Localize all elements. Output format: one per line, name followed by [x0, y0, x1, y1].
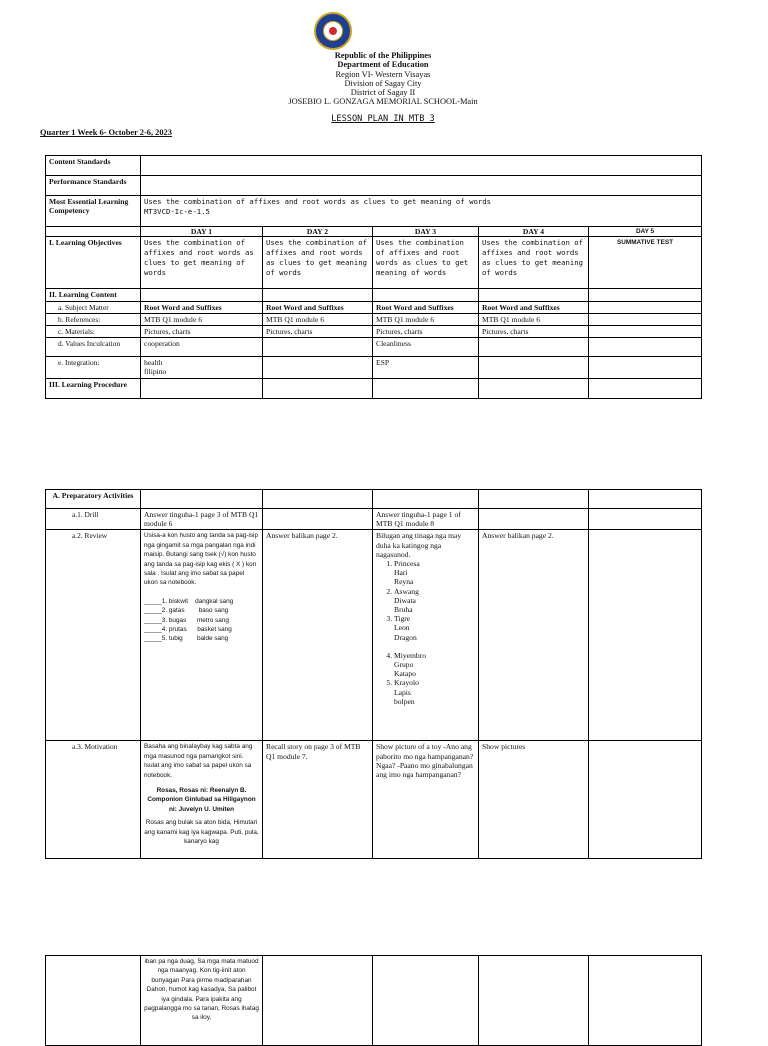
- review-day4: Answer balikan page 2.: [479, 530, 589, 741]
- motivation-day1-instructions: Basaha ang binalaybay kag sabta ang mga masunod nga pamangkot sini. Isulat ang imo sabat sa papel ukon sa notebook.: [144, 743, 253, 779]
- subject-day3: Root Word and Suffixes: [373, 301, 479, 313]
- materials-day2: Pictures, charts: [263, 326, 373, 338]
- poem-continuation: iban pa nga duag, Sa mga mata matuod nga maanyag. Kon tig-iinit aton bunyagan Para pirme madiparahan Dahon, humot kag kasadya, Sa palibot iya gindala. Para ipakita ang pagpalangga mo sa tanan, Rosas ihatag sa iloy,: [141, 956, 263, 1046]
- values-day3: Cleanliness: [373, 338, 479, 357]
- values-day1: cooperation: [141, 338, 263, 357]
- values-label: d. Values Inculcation: [46, 338, 141, 357]
- materials-label: c. Materials:: [46, 326, 141, 338]
- lesson-plan-table-1: [45, 155, 702, 399]
- integration-day1-health: health: [144, 358, 163, 368]
- day-header-2: DAY 2: [263, 227, 373, 237]
- motivation-day3: Show picture of a toy -Ano ang paborito mo nga hampanganan? Ngaa? -Paano mo ginabalungan ang imo nga hampanganan?: [373, 741, 479, 859]
- content-standards-label: Content Standards: [46, 156, 141, 176]
- references-day3: MTB Q1 module 6: [373, 313, 479, 325]
- subject-day1: Root Word and Suffixes: [141, 301, 263, 313]
- subject-day2: Root Word and Suffixes: [263, 301, 373, 313]
- header-line-6: JOSEBIO L. GONZAGA MEMORIAL SCHOOL-Main: [288, 97, 478, 106]
- review-day3-item: 3. Tigre Leon Dragon: [394, 614, 475, 651]
- header-line-4: Division of Sagay City: [344, 79, 422, 88]
- references-day1: MTB Q1 module 6: [141, 313, 263, 325]
- drill-day1: Answer tinguha-1 page 3 of MTB Q1 module 6: [141, 509, 263, 530]
- review-day3-item: 1. Princesa Hari Reyna: [394, 559, 475, 587]
- integration-day1-filipino: filipino: [144, 367, 167, 377]
- materials-day1: Pictures, charts: [141, 326, 263, 338]
- review-label: a.2. Review: [46, 530, 141, 741]
- motivation-day2: Recall story on page 3 of MTB Q1 module 7.: [263, 741, 373, 859]
- day-header-5: DAY 5: [589, 227, 702, 237]
- lesson-plan-table-3: [45, 955, 702, 1046]
- performance-standards-label: Performance Standards: [46, 176, 141, 196]
- review-day3-item: 4. Miyembro Grupo Katapo: [394, 651, 475, 679]
- objective-day1: Uses the combination of affixes and root words as clues to get meaning of words: [141, 237, 263, 289]
- review-day1-instructions: Usisa-a kon husto ang tanda sa pag-isip nga gingamit sa mga pangalan nga indi maisip. Butangi sang tsek (√) kon husto ang tanda sa pag-isip kag ekis ( X ) kon sala . Isulat ang imo sabat sa papel ukon sa notebook.: [144, 532, 259, 587]
- review-item: _____1. biskwit dangkal sang: [144, 597, 234, 605]
- preparatory-activities-label: A. Preparatory Activities: [46, 490, 141, 509]
- subject-matter-label: a. Subject Matter: [46, 301, 141, 313]
- review-day3-item: 5. Krayolo Lapis bolpen: [394, 678, 475, 706]
- objective-day4: Uses the combination of affixes and root words as clues to get meaning of words: [479, 237, 589, 289]
- objective-day5: SUMMATIVE TEST: [589, 237, 702, 289]
- integration-label: e. Integration:: [46, 357, 141, 378]
- melc-text: Uses the combination of affixes and root words as clues to get meaning of words: [144, 197, 492, 206]
- review-day2: Answer balikan page 2.: [263, 530, 373, 741]
- deped-seal-icon: [314, 12, 352, 50]
- objectives-label: I. Learning Objectives: [46, 237, 141, 289]
- references-day2: MTB Q1 module 6: [263, 313, 373, 325]
- learning-content-label: II. Learning Content: [46, 289, 141, 301]
- header-line-1: Republic of the Philippines: [334, 51, 432, 60]
- learning-procedure-label: III. Learning Procedure: [46, 378, 141, 398]
- motivation-label: a.3. Motivation: [46, 741, 141, 859]
- review-item: _____3. bugas metro sang: [144, 616, 229, 624]
- day-header-1: DAY 1: [141, 227, 263, 237]
- objective-day2: Uses the combination of affixes and root words as clues to get meaning of words: [263, 237, 373, 289]
- page-title: LESSON PLAN IN MTB 3: [331, 114, 435, 124]
- header-line-5: District of Sagay II: [350, 88, 416, 97]
- references-label: b. References:: [46, 313, 141, 325]
- melc-code: MT3VCD-Ic-e-1.5: [144, 207, 210, 216]
- poem-title: Rosas, Rosas ni: Reenalyn B. Componion Ginlubad sa Hiligaynon ni: Juvelyn U. Umiten: [147, 787, 256, 813]
- materials-day3: Pictures, charts: [373, 326, 479, 338]
- review-item: _____2. gatas baso sang: [144, 607, 229, 615]
- review-item: _____5. tubig balde sang: [144, 635, 229, 643]
- lesson-plan-table-2: [45, 489, 702, 859]
- day-header-4: DAY 4: [479, 227, 589, 237]
- integration-day3: ESP: [373, 357, 479, 378]
- day-header-3: DAY 3: [373, 227, 479, 237]
- header-line-2: Department of Education: [337, 60, 429, 69]
- references-day4: MTB Q1 module 6: [479, 313, 589, 325]
- review-day3-instructions: Bilugan ang tinaga nga may duha ka katingog nga nagasunod.: [376, 531, 462, 559]
- review-day3-list: [376, 559, 475, 706]
- objective-day3: Uses the combination of affixes and root words as clues to get meaning of words: [373, 237, 479, 289]
- drill-day3: Answer tinguha-1 page 1 of MTB Q1 module 8: [373, 509, 479, 530]
- review-day3-item: 2. Aswang Diwata Bruha: [394, 587, 475, 615]
- quarter-line: Quarter 1 Week 6- October 2-6, 2023: [40, 128, 172, 137]
- review-item: _____4. prutas basket sang: [144, 626, 232, 634]
- melc-label: Most Essential Learning Competency: [46, 196, 141, 227]
- drill-label: a.1. Drill: [46, 509, 141, 530]
- subject-day4: Root Word and Suffixes: [479, 301, 589, 313]
- poem-lines: Rosas ang bulak sa aton bida, Himutari ang kanami kag iya kagwapa. Puti, pula, kanaryo kag: [144, 819, 259, 846]
- motivation-day4: Show pictures: [479, 741, 589, 859]
- materials-day4: Pictures, charts: [479, 326, 589, 338]
- header-line-3: Region VI- Western Visayas: [335, 70, 431, 79]
